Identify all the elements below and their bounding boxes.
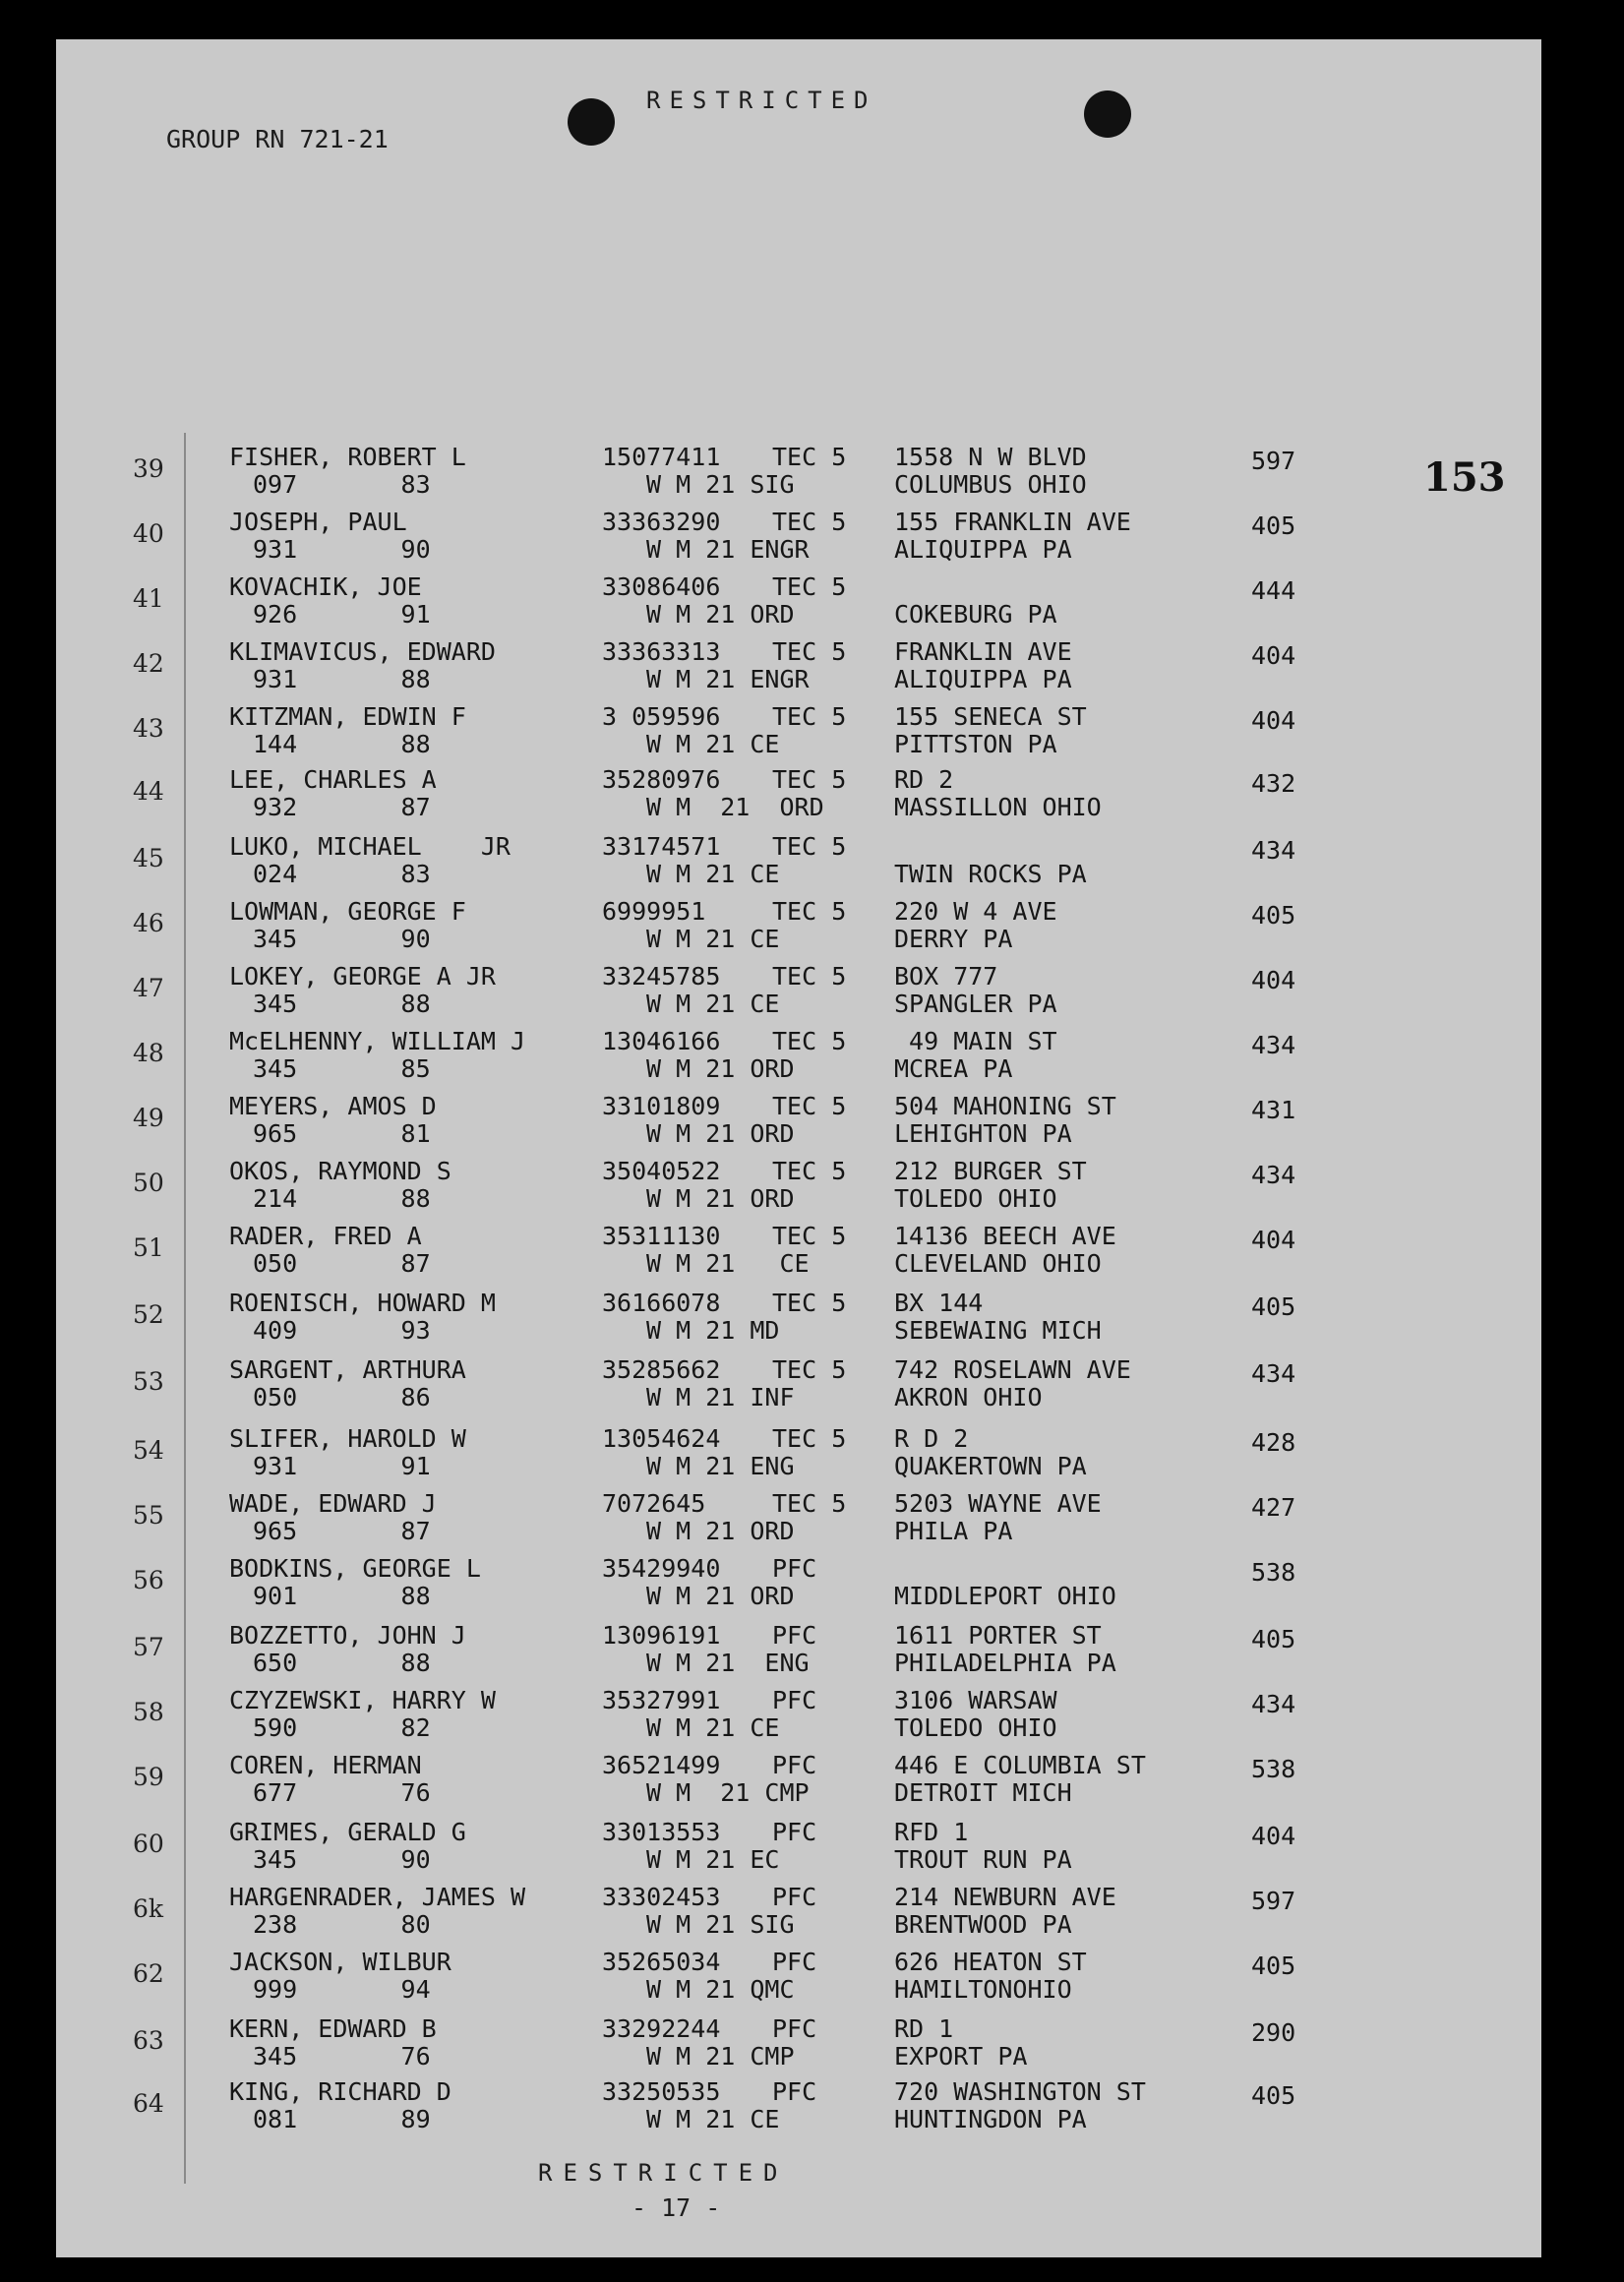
soldier-name: CZYZEWSKI, HARRY W [229,1686,496,1714]
serial-number: 33363290 [602,508,721,536]
race-sex-age-branch: W M 21 CE [646,860,780,888]
serial-number: 36166078 [602,1289,721,1317]
soldier-name: HARGENRADER, JAMES W [229,1883,526,1911]
row-number: 41 [133,584,164,613]
row-number: 40 [133,519,164,548]
race-sex-age-branch: W M 21 MD [646,1316,780,1345]
grade: TEC 5 [772,1222,847,1250]
punch-hole-right [1084,90,1131,138]
roster-row [56,1751,1541,1816]
group-label: GROUP RN 721-21 [166,125,389,153]
row-number: 58 [133,1698,164,1726]
soldier-name: KERN, EDWARD B [229,2014,437,2043]
soldier-name: SARGENT, ARTHURA [229,1355,466,1384]
race-sex-age-branch: W M 21 CE [646,730,780,758]
zone-number: 434 [1251,836,1296,865]
address-line-2: HUNTINGDON PA [894,2105,1087,2133]
address-line-2: TWIN ROCKS PA [894,860,1087,888]
soldier-name: COREN, HERMAN [229,1751,422,1779]
soldier-name: SLIFER, HAROLD W [229,1424,466,1453]
row-number: 48 [133,1039,164,1067]
grade: TEC 5 [772,1092,847,1120]
address-line-1: RFD 1 [894,1818,969,1846]
race-sex-age-branch: W M 21 ENGR [646,665,810,693]
soldier-codes: 901 88 [253,1582,431,1610]
zone-number: 431 [1251,1096,1296,1124]
address-line-2: MIDDLEPORT OHIO [894,1582,1116,1610]
soldier-codes: 926 91 [253,600,431,629]
address-line-1: 155 SENECA ST [894,702,1087,731]
race-sex-age-branch: W M 21 ENG [646,1452,795,1480]
zone-number: 405 [1251,2081,1296,2110]
row-number: 49 [133,1104,164,1132]
address-line-2: CLEVELAND OHIO [894,1249,1102,1278]
address-line-2: LEHIGHTON PA [894,1119,1072,1148]
race-sex-age-branch: W M 21 ENGR [646,535,810,564]
address-line-1: 220 W 4 AVE [894,897,1057,926]
soldier-name: JACKSON, WILBUR [229,1948,451,1976]
row-number: 56 [133,1566,164,1594]
zone-number: 428 [1251,1428,1296,1457]
grade: TEC 5 [772,1424,847,1453]
zone-number: 434 [1251,1359,1296,1388]
soldier-codes: 144 88 [253,730,431,758]
zone-number: 538 [1251,1558,1296,1587]
address-line-2: DERRY PA [894,925,1013,953]
address-line-1: 504 MAHONING ST [894,1092,1116,1120]
zone-number: 427 [1251,1493,1296,1522]
address-line-1: 49 MAIN ST [894,1027,1057,1055]
serial-number: 33174571 [602,832,721,861]
soldier-codes: 931 91 [253,1452,431,1480]
zone-number: 444 [1251,576,1296,605]
grade: TEC 5 [772,508,847,536]
row-number: 42 [133,649,164,678]
zone-number: 434 [1251,1690,1296,1718]
soldier-codes: 238 80 [253,1910,431,1939]
zone-number: 597 [1251,447,1296,475]
grade: TEC 5 [772,443,847,471]
soldier-codes: 931 88 [253,665,431,693]
race-sex-age-branch: W M 21 ORD [646,1517,795,1545]
serial-number: 35285662 [602,1355,721,1384]
grade: TEC 5 [772,962,847,991]
roster-row [56,1424,1541,1489]
roster-row [56,2077,1541,2142]
zone-number: 404 [1251,641,1296,670]
soldier-name: LUKO, MICHAEL JR [229,832,511,861]
row-number: 39 [133,454,164,483]
zone-number: 405 [1251,1625,1296,1653]
grade: PFC [772,1948,817,1976]
address-line-1: 1611 PORTER ST [894,1621,1102,1650]
soldier-codes: 931 90 [253,535,431,564]
soldier-name: RADER, FRED A [229,1222,422,1250]
race-sex-age-branch: W M 21 CMP [646,2042,795,2071]
race-sex-age-branch: W M 21 CE [646,925,780,953]
race-sex-age-branch: W M 21 SIG [646,1910,795,1939]
restricted-footer: RESTRICTED [538,2159,789,2187]
address-line-2: COKEBURG PA [894,600,1057,629]
restricted-header: RESTRICTED [646,87,877,114]
race-sex-age-branch: W M 21 EC [646,1845,780,1874]
soldier-codes: 050 87 [253,1249,431,1278]
address-line-2: DETROIT MICH [894,1778,1072,1807]
serial-number: 15077411 [602,443,721,471]
row-number: 51 [133,1233,164,1262]
row-number: 62 [133,1959,164,1988]
soldier-name: LOKEY, GEORGE A JR [229,962,496,991]
address-line-1: RD 1 [894,2014,954,2043]
soldier-name: KLIMAVICUS, EDWARD [229,637,496,666]
row-number: 43 [133,714,164,743]
address-line-2: PHILADELPHIA PA [894,1649,1116,1677]
grade: TEC 5 [772,832,847,861]
page-number: - 17 - [632,2193,721,2222]
soldier-codes: 965 87 [253,1517,431,1545]
roster-row [56,1948,1541,2012]
grade: PFC [772,1621,817,1650]
soldier-name: ROENISCH, HOWARD M [229,1289,496,1317]
zone-number: 290 [1251,2018,1296,2047]
soldier-name: BODKINS, GEORGE L [229,1554,481,1583]
roster-row [56,508,1541,572]
soldier-name: MEYERS, AMOS D [229,1092,437,1120]
serial-number: 33101809 [602,1092,721,1120]
race-sex-age-branch: W M 21 QMC [646,1975,795,2004]
serial-number: 7072645 [602,1489,706,1518]
soldier-codes: 932 87 [253,793,431,821]
soldier-codes: 409 93 [253,1316,431,1345]
soldier-name: BOZZETTO, JOHN J [229,1621,466,1650]
address-line-2: AKRON OHIO [894,1383,1043,1411]
roster-row [56,1621,1541,1686]
race-sex-age-branch: W M 21 SIG [646,470,795,499]
race-sex-age-branch: W M 21 CE [646,990,780,1018]
race-sex-age-branch: W M 21 ORD [646,793,824,821]
address-line-1: RD 2 [894,765,954,794]
document-page [56,39,1541,2257]
roster-row [56,2014,1541,2079]
zone-number: 405 [1251,1292,1296,1321]
serial-number: 35327991 [602,1686,721,1714]
roster-row [56,1027,1541,1092]
serial-number: 35040522 [602,1157,721,1185]
serial-number: 35311130 [602,1222,721,1250]
roster-row [56,1157,1541,1222]
address-line-1: 155 FRANKLIN AVE [894,508,1131,536]
soldier-name: KOVACHIK, JOE [229,572,422,601]
serial-number: 35429940 [602,1554,721,1583]
zone-number: 434 [1251,1161,1296,1189]
address-line-2: TOLEDO OHIO [894,1184,1057,1213]
row-number: 52 [133,1300,164,1329]
address-line-2: ALIQUIPPA PA [894,535,1072,564]
zone-number: 434 [1251,1031,1296,1059]
race-sex-age-branch: W M 21 ORD [646,1054,795,1083]
roster-row [56,1355,1541,1420]
grade: TEC 5 [772,897,847,926]
zone-number: 405 [1251,901,1296,930]
zone-number: 597 [1251,1887,1296,1915]
soldier-codes: 345 90 [253,1845,431,1874]
serial-number: 33245785 [602,962,721,991]
roster-row [56,572,1541,637]
address-line-2: TOLEDO OHIO [894,1713,1057,1742]
roster-row [56,1818,1541,1883]
soldier-name: LOWMAN, GEORGE F [229,897,466,926]
address-line-2: MASSILLON OHIO [894,793,1102,821]
soldier-codes: 590 82 [253,1713,431,1742]
soldier-name: FISHER, ROBERT L [229,443,466,471]
address-line-2: PITTSTON PA [894,730,1057,758]
row-number: 60 [133,1830,164,1858]
serial-number: 33013553 [602,1818,721,1846]
grade: TEC 5 [772,1157,847,1185]
address-line-2: TROUT RUN PA [894,1845,1072,1874]
zone-number: 404 [1251,1226,1296,1254]
soldier-codes: 345 85 [253,1054,431,1083]
address-line-1: 3106 WARSAW [894,1686,1057,1714]
address-line-1: FRANKLIN AVE [894,637,1072,666]
address-line-2: HAMILTONOHIO [894,1975,1072,2004]
roster-row [56,962,1541,1027]
address-line-2: QUAKERTOWN PA [894,1452,1087,1480]
race-sex-age-branch: W M 21 INF [646,1383,795,1411]
row-number: 57 [133,1633,164,1661]
row-number: 50 [133,1169,164,1197]
serial-number: 35280976 [602,765,721,794]
grade: PFC [772,1883,817,1911]
race-sex-age-branch: W M 21 CE [646,1249,810,1278]
serial-number: 13054624 [602,1424,721,1453]
address-line-1: 742 ROSELAWN AVE [894,1355,1131,1384]
race-sex-age-branch: W M 21 ORD [646,600,795,629]
zone-number: 432 [1251,769,1296,798]
grade: PFC [772,1686,817,1714]
soldier-codes: 050 86 [253,1383,431,1411]
punch-hole-left [568,98,615,146]
row-number: 45 [133,844,164,872]
address-line-2: SPANGLER PA [894,990,1057,1018]
grade: TEC 5 [772,572,847,601]
serial-number: 33363313 [602,637,721,666]
soldier-codes: 081 89 [253,2105,431,2133]
race-sex-age-branch: W M 21 CE [646,2105,780,2133]
zone-number: 405 [1251,1952,1296,1980]
race-sex-age-branch: W M 21 CMP [646,1778,810,1807]
roster-row [56,1554,1541,1619]
address-line-2: SEBEWAING MICH [894,1316,1102,1345]
row-number: 55 [133,1501,164,1530]
grade: PFC [772,1751,817,1779]
address-line-1: 446 E COLUMBIA ST [894,1751,1146,1779]
zone-number: 404 [1251,706,1296,735]
address-line-2: COLUMBUS OHIO [894,470,1087,499]
roster-row [56,637,1541,702]
soldier-name: OKOS, RAYMOND S [229,1157,451,1185]
grade: TEC 5 [772,702,847,731]
soldier-codes: 345 76 [253,2042,431,2071]
address-line-2: PHILA PA [894,1517,1013,1545]
roster-row [56,832,1541,897]
row-number: 46 [133,909,164,937]
roster-row [56,897,1541,962]
race-sex-age-branch: W M 21 ENG [646,1649,810,1677]
serial-number: 33292244 [602,2014,721,2043]
grade: TEC 5 [772,765,847,794]
serial-number: 33302453 [602,1883,721,1911]
address-line-2: MCREA PA [894,1054,1013,1083]
soldier-codes: 024 83 [253,860,431,888]
roster-row [56,1092,1541,1157]
serial-number: 6999951 [602,897,706,926]
grade: TEC 5 [772,1289,847,1317]
roster-row [56,1686,1541,1751]
address-line-2: BRENTWOOD PA [894,1910,1072,1939]
address-line-1: 626 HEATON ST [894,1948,1087,1976]
roster-row [56,702,1541,767]
row-number: 53 [133,1367,164,1396]
row-number: 44 [133,777,164,806]
zone-number: 404 [1251,1822,1296,1850]
soldier-codes: 214 88 [253,1184,431,1213]
serial-number: 33250535 [602,2077,721,2106]
row-number: 47 [133,974,164,1002]
page-stamp-number: 153 [1423,454,1506,501]
soldier-name: KING, RICHARD D [229,2077,451,2106]
address-line-1: 5203 WAYNE AVE [894,1489,1102,1518]
serial-number: 35265034 [602,1948,721,1976]
grade: TEC 5 [772,637,847,666]
soldier-codes: 999 94 [253,1975,431,2004]
race-sex-age-branch: W M 21 CE [646,1713,780,1742]
address-line-1: 720 WASHINGTON ST [894,2077,1146,2106]
address-line-2: ALIQUIPPA PA [894,665,1072,693]
soldier-name: WADE, EDWARD J [229,1489,437,1518]
soldier-codes: 965 81 [253,1119,431,1148]
row-number: 63 [133,2026,164,2055]
zone-number: 538 [1251,1755,1296,1783]
roster-row [56,765,1541,830]
row-number: 64 [133,2089,164,2118]
soldier-name: KITZMAN, EDWIN F [229,702,466,731]
address-line-1: 212 BURGER ST [894,1157,1087,1185]
serial-number: 36521499 [602,1751,721,1779]
address-line-1: R D 2 [894,1424,969,1453]
address-line-1: 1558 N W BLVD [894,443,1087,471]
zone-number: 404 [1251,966,1296,994]
soldier-codes: 097 83 [253,470,431,499]
serial-number: 13046166 [602,1027,721,1055]
soldier-codes: 650 88 [253,1649,431,1677]
roster-row [56,443,1541,508]
race-sex-age-branch: W M 21 ORD [646,1184,795,1213]
grade: PFC [772,2077,817,2106]
grade: TEC 5 [772,1489,847,1518]
race-sex-age-branch: W M 21 ORD [646,1119,795,1148]
roster-row [56,1289,1541,1353]
address-line-1: 214 NEWBURN AVE [894,1883,1116,1911]
grade: TEC 5 [772,1027,847,1055]
grade: PFC [772,2014,817,2043]
grade: PFC [772,1554,817,1583]
address-line-1: 14136 BEECH AVE [894,1222,1116,1250]
soldier-name: LEE, CHARLES A [229,765,437,794]
serial-number: 13096191 [602,1621,721,1650]
row-number: 59 [133,1763,164,1791]
address-line-2: EXPORT PA [894,2042,1028,2071]
roster-row [56,1883,1541,1948]
row-number: 6k [133,1894,164,1923]
row-number: 54 [133,1436,164,1465]
grade: TEC 5 [772,1355,847,1384]
serial-number: 3 059596 [602,702,721,731]
roster-row [56,1222,1541,1287]
soldier-codes: 345 88 [253,990,431,1018]
soldier-name: JOSEPH, PAUL [229,508,407,536]
serial-number: 33086406 [602,572,721,601]
grade: PFC [772,1818,817,1846]
roster-row [56,1489,1541,1554]
race-sex-age-branch: W M 21 ORD [646,1582,795,1610]
soldier-codes: 677 76 [253,1778,431,1807]
soldier-name: GRIMES, GERALD G [229,1818,466,1846]
zone-number: 405 [1251,511,1296,540]
soldier-name: McELHENNY, WILLIAM J [229,1027,526,1055]
address-line-1: BX 144 [894,1289,984,1317]
soldier-codes: 345 90 [253,925,431,953]
address-line-1: BOX 777 [894,962,998,991]
